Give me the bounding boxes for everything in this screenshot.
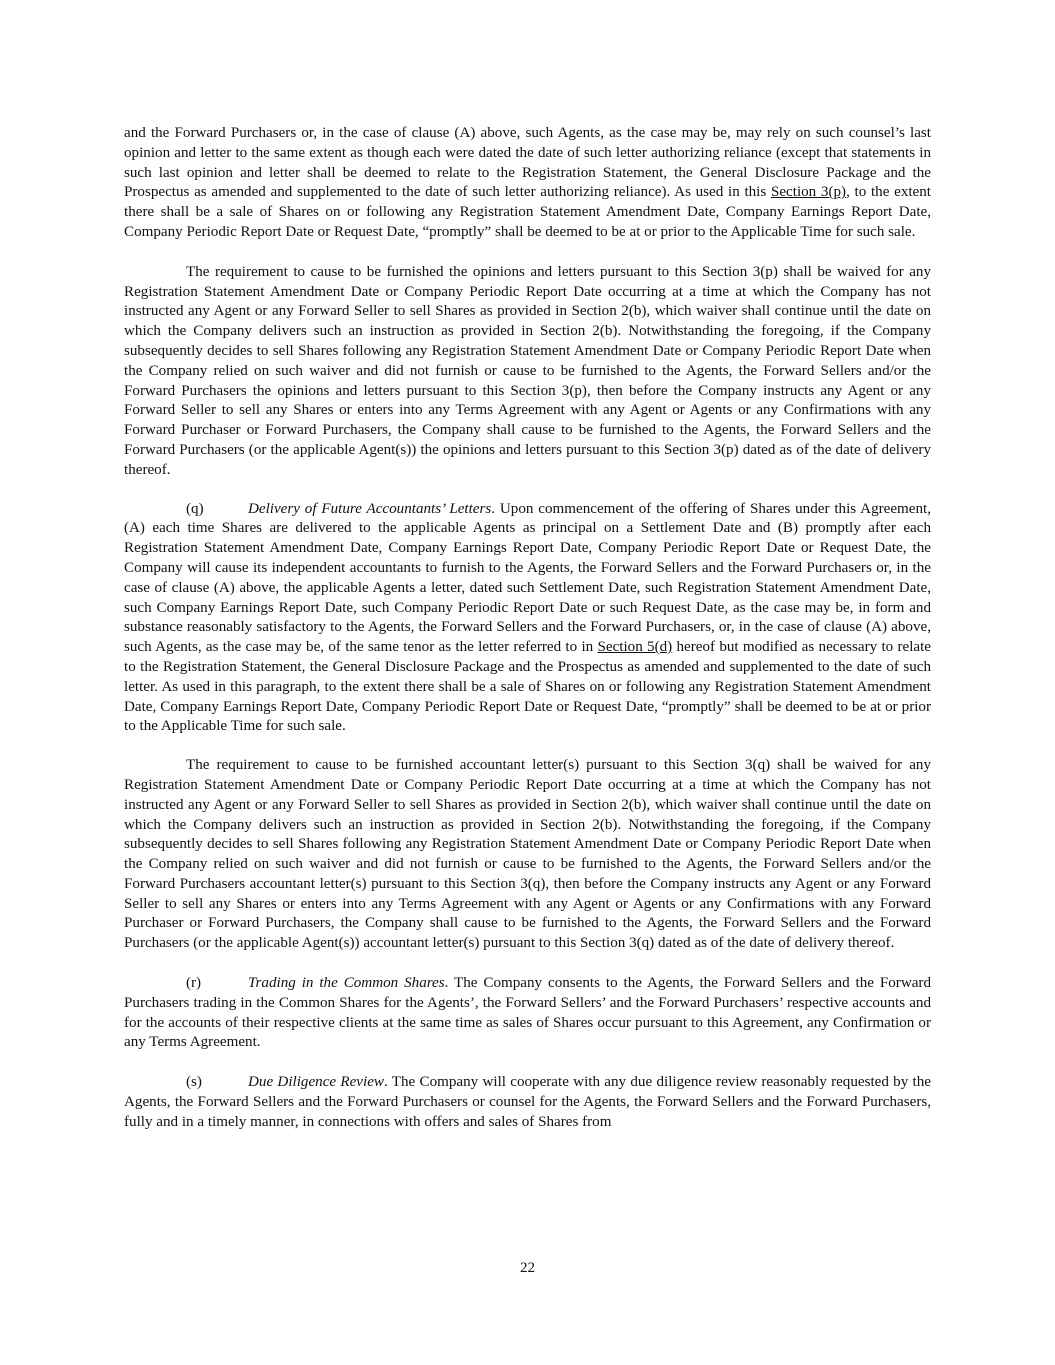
paragraph-section-s (124, 1073, 931, 1132)
section-label: (r) (186, 975, 202, 992)
paragraph-text: hereof but modified as necessary to relate to the Registration Statement, the General Disclosure Package and the Prospectus as amended and supplemented to the date of such letter. As used in this paragraph, to the extent there shall be a sale of Shares on or following any Registration Statement Amendment Date, Company Earnings Report Date, Company Periodic Report Date or Request Date, “promptly” shall be deemed to be at or prior to the Applicable Time for such sale. (124, 639, 932, 735)
paragraph-text: , to the extent there shall be a sale of Shares on or following any Registration Statement Amendment Date, Company Earnings Report Date, Company Periodic Report Date or Request Date, “promptly” shall be deemed to be at or prior to the Applicable Time for such sale. (124, 184, 932, 240)
section-heading: Due Diligence Review (248, 1074, 384, 1091)
section-heading: Trading in the Common Shares (248, 975, 445, 992)
section-label: (s) (186, 1074, 202, 1091)
paragraph-text: . The Company consents to the Agents, the Forward Sellers and the Forward Purchasers trading in the Common Shares for the Agents’, the Forward Sellers’ and the Forward Purchasers’ respective accounts and for the accounts of their respective clients at the same time as sales of Shares occur pursuant to this Agreement, any Confirmation or any Terms Agreement. (124, 975, 931, 1051)
paragraph-text: and the Forward Purchasers or, in the case of clause (A) above, such Agents, as the case may be, may rely on such counsel’s last opinion and letter to the same extent as though each were dated the date of such letter authorizing reliance (except that statements in such last opinion and letter shall be deemed to relate to the Registration Statement, the General Disclosure Package and the Prospectus as amended and supplemented to the date of such letter authorizing reliance). As used in this (124, 125, 931, 201)
paragraph-text: . Upon commencement of the offering of Shares under this Agreement, (A) each time Shares are delivered to the applicable Agents as principal on a Settlement Date and (B) promptly after each Registration Statement Amendment Date, Company Earnings Report Date, Company Periodic Report Date or Request Date, the Company will cause its independent accountants to furnish to the Agents, the Forward Sellers and the Forward Purchasers or, in the case of clause (A) above, the applicable Agents a letter, dated such Settlement Date, such Registration Statement Amendment Date, such Company Earnings Report Date, such Company Periodic Report Date or such Request Date, as the case may be, in form and substance reasonably satisfactory to the Agents, the Forward Sellers and the Forward Purchasers, or, in the case of clause (A) above, such Agents, as the case may be, of the same tenor as the letter referred to in (124, 500, 932, 656)
paragraph-text: . The Company will cooperate with any due diligence review reasonably requested by the Agents, the Forward Sellers and the Forward Purchasers or counsel for the Agents, the Forward Sellers and the Forward Purchasers, fully and in a timely manner, in connections with offers and sales of Shares from (124, 1074, 931, 1130)
document-page (124, 124, 931, 1152)
section-heading: Delivery of Future Accountants’ Letters (248, 500, 492, 517)
section-reference: Section 3(p) (770, 184, 847, 201)
page-number: 22 (519, 1260, 536, 1276)
paragraph-section-q (124, 500, 931, 738)
paragraph-waiver-3p: The requirement to cause to be furnished the opinions and letters pursuant to this Section 3(p) shall be waived for any Registration Statement Amendment Date or Company Periodic Report Date occurring at a time at which the Company has not instructed any Agent or any Forward Seller to sell Shares as provided in Section 2(b), which waiver shall continue until the date on which the Company delivers such an instruction as provided in Section 2(b). Notwithstanding the foregoing, if the Company subsequently decides to sell Shares following any Registration Statement Amendment Date or Company Periodic Report Date when the Company relied on such waiver and did not furnish or cause to be furnished to the Agents, the Forward Sellers and/or the Forward Purchasers the opinions and letters pursuant to this Section 3(p), then before the Company instructs any Agent or any Forward Seller to sell any Shares or enters into any Terms Agreement with any Agent or Agents or any Confirmations with any Forward Purchaser or Forward Purchasers, the Company shall cause to be furnished to the Agents, the Forward Sellers and the Forward Purchasers (or the applicable Agent(s)) the opinions and letters pursuant to this Section 3(p) dated as of the date of delivery thereof. (124, 263, 931, 478)
paragraph-continuation (124, 124, 931, 243)
section-reference: Section 5(d) (597, 639, 673, 656)
paragraph-waiver-3q: The requirement to cause to be furnished accountant letter(s) pursuant to this Section 3(q) shall be waived for any Registration Statement Amendment Date or Company Periodic Report Date occurring at a time at which the Company has not instructed any Agent or any Forward Seller to sell Shares as provided in Section 2(b), which waiver shall continue until the date on which the Company delivers such an instruction as provided in Section 2(b). Notwithstanding the foregoing, if the Company subsequently decides to sell Shares following any Registration Statement Amendment Date or Company Periodic Report Date when the Company relied on such waiver and did not furnish or cause to be furnished to the Agents, the Forward Sellers and/or the Forward Purchasers accountant letter(s) pursuant to this Section 3(q), then before the Company instructs any Agent or any Forward Seller to sell any Shares or enters into any Terms Agreement with any Agent or Agents or any Confirmations with any Forward Purchaser or Forward Purchasers, the Company shall cause to be furnished to the Agents, the Forward Sellers and the Forward Purchasers (or the applicable Agent(s)) accountant letter(s) pursuant to this Section 3(q) dated as of the date of delivery thereof. (124, 757, 931, 952)
section-label: (q) (186, 500, 204, 517)
paragraph-section-r (124, 974, 931, 1053)
